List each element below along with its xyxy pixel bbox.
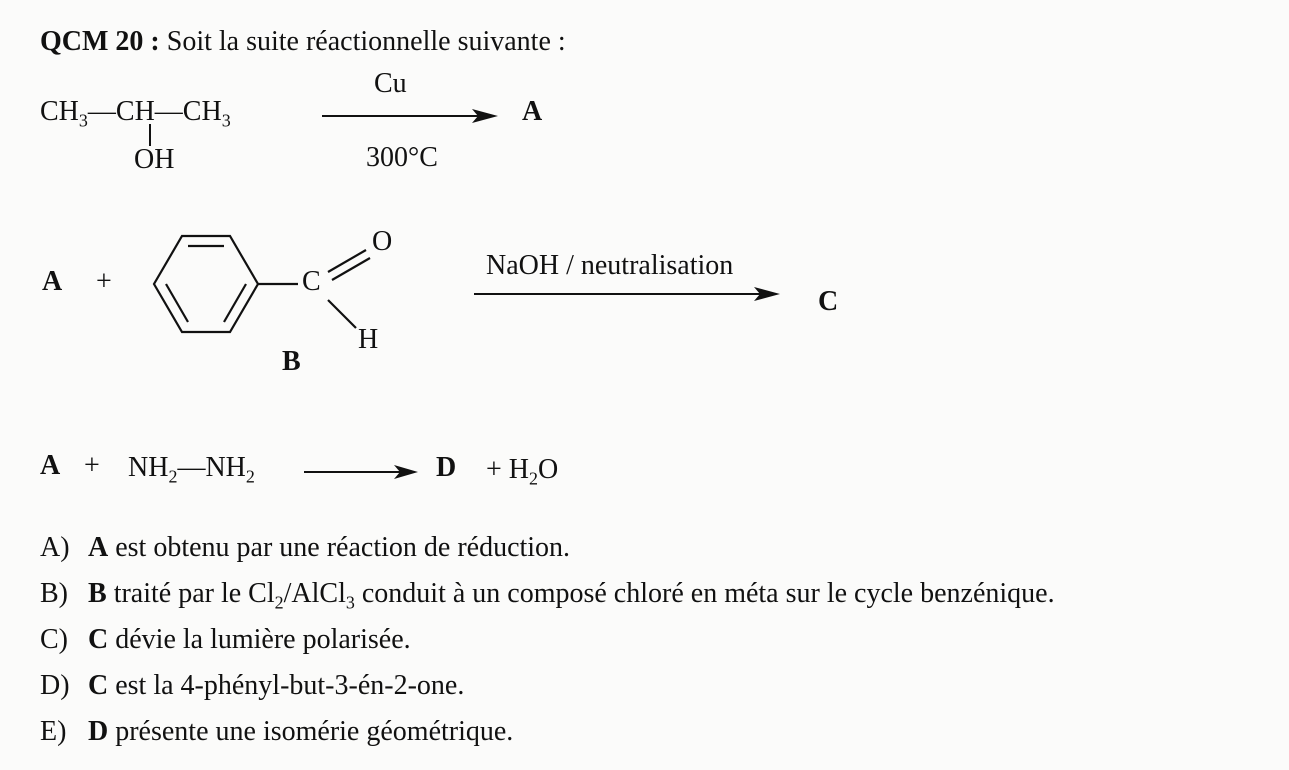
reaction2-reactant: A bbox=[42, 266, 63, 297]
option-d bbox=[40, 670, 464, 702]
aldehyde-oxygen: O bbox=[372, 226, 393, 257]
option-a-text: est obtenu par une réaction de réduction. bbox=[108, 532, 571, 563]
reaction3-hydrazine: $NH_2—NH_2$ bbox=[128, 452, 255, 487]
carbonyl-carbon: C bbox=[302, 266, 321, 297]
option-b bbox=[40, 578, 1055, 614]
question-intro: Soit la suite réactionnelle suivante : bbox=[166, 26, 566, 57]
option-d-text: est la 4-phényl-but-3-én-2-one. bbox=[108, 670, 465, 701]
option-b-label: B) bbox=[40, 578, 68, 609]
compound-b-label: B bbox=[282, 346, 301, 377]
option-b-subject: B bbox=[88, 578, 107, 609]
reaction3-product: D bbox=[436, 452, 457, 483]
reaction2-arrow bbox=[474, 284, 794, 304]
benzene-ring bbox=[154, 236, 258, 332]
option-e-text: présente une isomérie géométrique. bbox=[108, 716, 514, 747]
reaction1-temperature: 300°C bbox=[366, 142, 438, 173]
reaction2-conditions: NaOH / neutralisation bbox=[486, 250, 734, 281]
option-c-subject: C bbox=[88, 624, 109, 655]
option-c-label: C) bbox=[40, 624, 68, 655]
question-number: QCM 20 : bbox=[40, 26, 160, 57]
reaction3-plus: + bbox=[84, 450, 100, 481]
option-a-subject: A bbox=[88, 532, 109, 563]
option-c bbox=[40, 624, 411, 656]
option-a-label: A) bbox=[40, 532, 70, 563]
option-d-label: D) bbox=[40, 670, 70, 701]
reaction3-reactant: A bbox=[40, 450, 61, 481]
question-header bbox=[40, 26, 566, 58]
reaction3-byproduct: + $H_2O$ bbox=[486, 454, 559, 489]
option-e-label: E) bbox=[40, 716, 67, 747]
reaction2-product: C bbox=[818, 286, 839, 317]
aldehyde-hydrogen: H bbox=[358, 324, 379, 355]
watermark-line-1 bbox=[900, 0, 923, 93]
reaction3-arrow bbox=[304, 462, 424, 482]
option-e-subject: D bbox=[88, 716, 109, 747]
reaction1-reactant: $CH_3—CH—CH_3$ bbox=[40, 96, 231, 131]
option-e bbox=[40, 716, 513, 748]
option-d-subject: C bbox=[88, 670, 109, 701]
option-c-text: dévie la lumière polarisée. bbox=[108, 624, 411, 655]
reaction1-catalyst: Cu bbox=[374, 68, 407, 99]
option-a bbox=[40, 532, 570, 564]
reaction1-product: A bbox=[522, 96, 543, 127]
option-b-text: traité par le $Cl_2/AlCl_3$ conduit à un composé chloré en méta sur le cycle benzénique. bbox=[106, 578, 1055, 613]
reaction2-plus: + bbox=[96, 266, 112, 297]
reaction1-arrow bbox=[322, 106, 502, 126]
reaction1-hydroxyl: OH bbox=[134, 144, 175, 175]
